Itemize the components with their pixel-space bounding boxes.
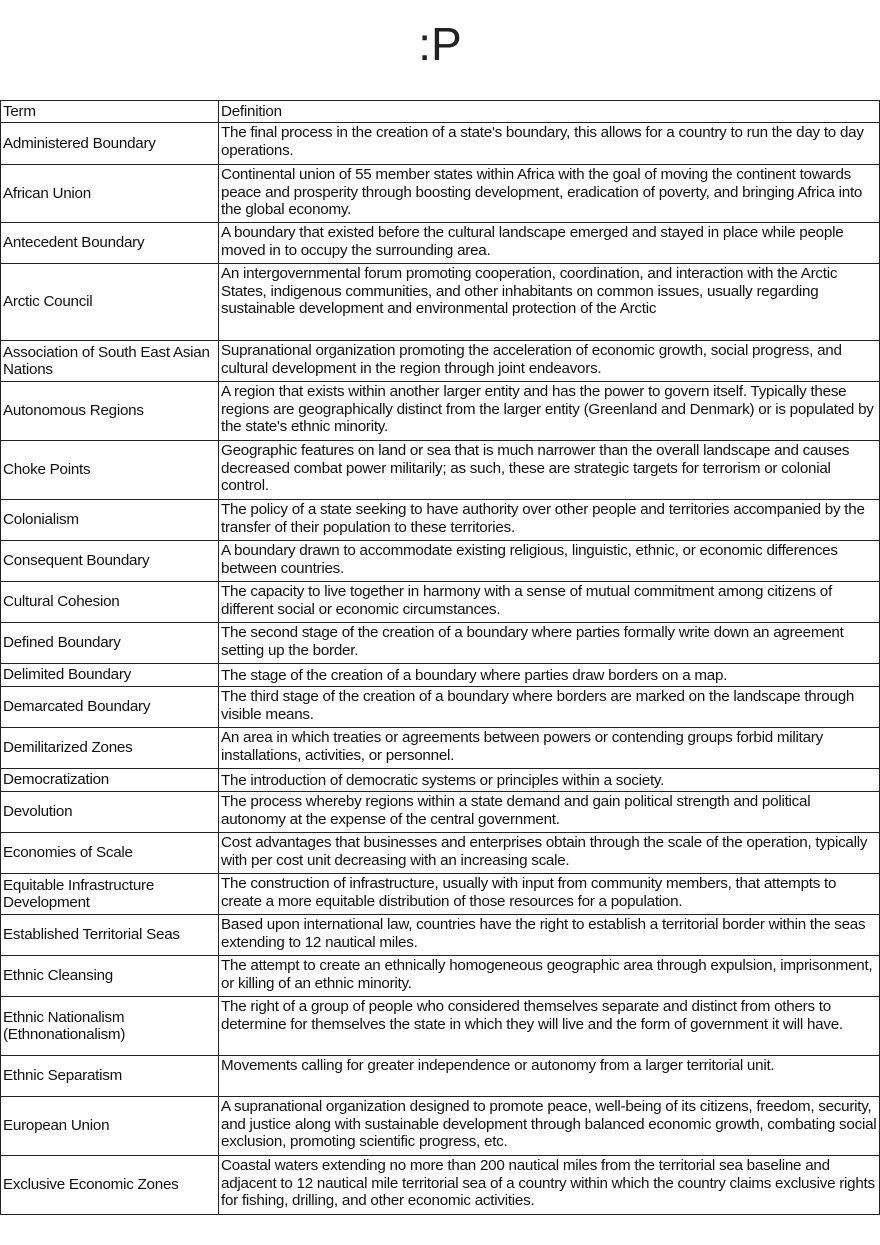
definition-cell: An intergovernmental forum promoting cooperation, coordination, and interaction with the Arctic States, indigenous communities, and other inhabitants on common issues, usually regarding sustainable development and environmental protection of the Arctic	[219, 264, 880, 341]
table-row	[1, 792, 880, 833]
term-cell: Ethnic Separatism	[1, 1056, 219, 1097]
definition-cell: Continental union of 55 member states within Africa with the goal of moving the continent towards peace and prosperity through boosting development, eradication of poverty, and bringing Africa into the global economy.	[219, 165, 880, 223]
table-row	[1, 1156, 880, 1215]
definition-cell: The right of a group of people who considered themselves separate and distinct from others to determine for themselves the state in which they will live and the form of government it will have.	[219, 997, 880, 1056]
table-row	[1, 223, 880, 264]
term-cell: Delimited Boundary	[1, 664, 219, 687]
table-row	[1, 728, 880, 769]
definition-cell: The attempt to create an ethnically homogeneous geographic area through expulsion, imprisonment, or killing of an ethnic minority.	[219, 956, 880, 997]
table-row	[1, 997, 880, 1056]
table-row	[1, 582, 880, 623]
definition-cell: A supranational organization designed to promote peace, well-being of its citizens, freedom, security, and justice along with sustainable development through balanced economic growth, combating social exclusion, promoting scientific progress, etc.	[219, 1097, 880, 1156]
definition-cell: Cost advantages that businesses and enterprises obtain through the scale of the operation, typically with per cost unit decreasing with an increasing scale.	[219, 833, 880, 874]
table-row	[1, 687, 880, 728]
table-row	[1, 664, 880, 687]
glossary-table	[0, 100, 880, 1215]
definition-cell: Based upon international law, countries have the right to establish a territorial border within the seas extending to 12 nautical miles.	[219, 915, 880, 956]
definition-cell: Movements calling for greater independence or autonomy from a larger territorial unit.	[219, 1056, 880, 1097]
table-row	[1, 264, 880, 341]
definition-cell: A boundary drawn to accommodate existing religious, linguistic, ethnic, or economic differences between countries.	[219, 541, 880, 582]
table-row	[1, 915, 880, 956]
term-cell: European Union	[1, 1097, 219, 1156]
table-row	[1, 1097, 880, 1156]
header-definition: Definition	[219, 101, 880, 123]
table-row	[1, 441, 880, 500]
term-cell: African Union	[1, 165, 219, 223]
term-cell: Administered Boundary	[1, 123, 219, 165]
definition-cell: A boundary that existed before the cultural landscape emerged and stayed in place while people moved in to occupy the surrounding area.	[219, 223, 880, 264]
table-row	[1, 623, 880, 664]
table-row	[1, 165, 880, 223]
table-row	[1, 541, 880, 582]
table-row	[1, 956, 880, 997]
definition-cell: The second stage of the creation of a boundary where parties formally write down an agreement setting up the border.	[219, 623, 880, 664]
definition-cell: A region that exists within another larger entity and has the power to govern itself. Typically these regions are geographically distinct from the larger entity (Greenland and Denmark) or is populated by the state's ethnic minority.	[219, 382, 880, 441]
table-header-row	[1, 101, 880, 123]
term-cell: Demarcated Boundary	[1, 687, 219, 728]
term-cell: Demilitarized Zones	[1, 728, 219, 769]
term-cell: Arctic Council	[1, 264, 219, 341]
table-row	[1, 833, 880, 874]
term-cell: Colonialism	[1, 500, 219, 541]
definition-cell: The introduction of democratic systems or principles within a society.	[219, 769, 880, 792]
term-cell: Devolution	[1, 792, 219, 833]
page-title: :P	[418, 18, 462, 70]
definition-cell: The capacity to live together in harmony with a sense of mutual commitment among citizens of different social or economic circumstances.	[219, 582, 880, 623]
definition-cell: The final process in the creation of a state's boundary, this allows for a country to run the day to day operations.	[219, 123, 880, 165]
table-row	[1, 874, 880, 915]
definition-cell: An area in which treaties or agreements between powers or contending groups forbid military installations, activities, or personnel.	[219, 728, 880, 769]
term-cell: Ethnic Nationalism (Ethnonationalism)	[1, 997, 219, 1056]
term-cell: Defined Boundary	[1, 623, 219, 664]
term-cell: Antecedent Boundary	[1, 223, 219, 264]
term-cell: Cultural Cohesion	[1, 582, 219, 623]
term-cell: Association of South East Asian Nations	[1, 341, 219, 382]
definition-cell: Geographic features on land or sea that is much narrower than the overall landscape and causes decreased combat power militarily; as such, these are strategic targets for terrorism or colonial control.	[219, 441, 880, 500]
term-cell: Economies of Scale	[1, 833, 219, 874]
table-row	[1, 1056, 880, 1097]
term-cell: Established Territorial Seas	[1, 915, 219, 956]
definition-cell: The process whereby regions within a state demand and gain political strength and political autonomy at the expense of the central government.	[219, 792, 880, 833]
table-row	[1, 769, 880, 792]
term-cell: Democratization	[1, 769, 219, 792]
table-row	[1, 382, 880, 441]
term-cell: Consequent Boundary	[1, 541, 219, 582]
definition-cell: Coastal waters extending no more than 200 nautical miles from the territorial sea baseline and adjacent to 12 nautical mile territorial sea of a country within which the country claims exclusive rights for fishing, drilling, and other economic activities.	[219, 1156, 880, 1215]
definition-cell: The stage of the creation of a boundary where parties draw borders on a map.	[219, 664, 880, 687]
definition-cell: Supranational organization promoting the acceleration of economic growth, social progress, and cultural development in the region through joint endeavors.	[219, 341, 880, 382]
term-cell: Equitable Infrastructure Development	[1, 874, 219, 915]
term-cell: Ethnic Cleansing	[1, 956, 219, 997]
definition-cell: The policy of a state seeking to have authority over other people and territories accompanied by the transfer of their population to these territories.	[219, 500, 880, 541]
definition-cell: The third stage of the creation of a boundary where borders are marked on the landscape through visible means.	[219, 687, 880, 728]
table-row	[1, 123, 880, 165]
term-cell: Autonomous Regions	[1, 382, 219, 441]
definition-cell: The construction of infrastructure, usually with input from community members, that attempts to create a more equitable distribution of those resources for a population.	[219, 874, 880, 915]
table-row	[1, 500, 880, 541]
table-row	[1, 341, 880, 382]
header-term: Term	[1, 101, 219, 123]
term-cell: Exclusive Economic Zones	[1, 1156, 219, 1215]
term-cell: Choke Points	[1, 441, 219, 500]
